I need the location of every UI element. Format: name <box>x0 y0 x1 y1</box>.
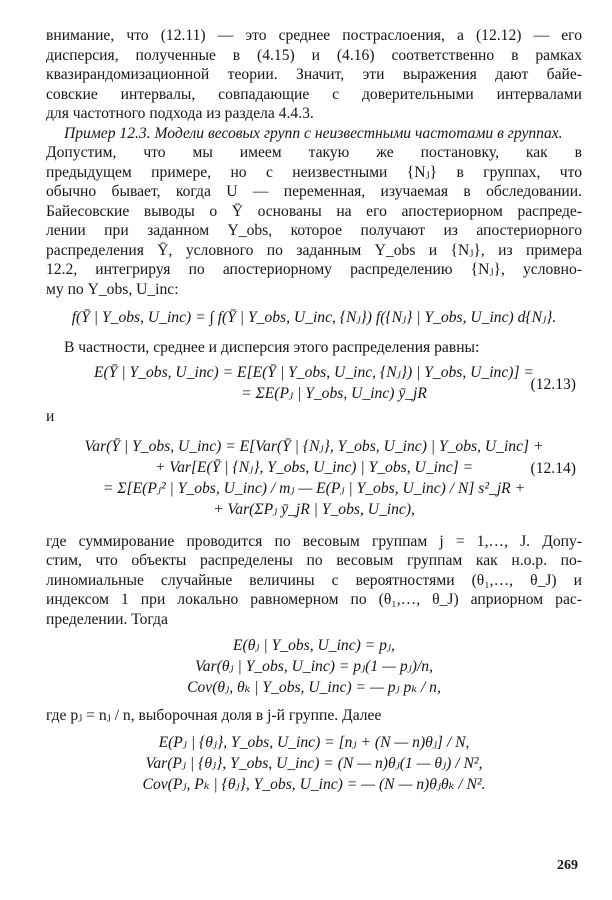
conjunction: и <box>46 407 55 425</box>
text-line: лении при заданном Y_obs, которое получают из апостериорного <box>46 222 582 239</box>
text-line: дисперсия, полученные в (4.15) и (4.16) соответственно в рамках <box>46 46 582 64</box>
equation-number: (12.13) <box>530 375 576 393</box>
equation-line: + Var[E(Ȳ | {Nⱼ}, Y_obs, U_inc) | Y_obs, U_inc] = <box>154 458 474 476</box>
equation-line: E(Pⱼ | {θⱼ}, Y_obs, U_inc) = [nⱼ + (N — n)θⱼ] / N, <box>158 733 470 751</box>
equation-line: + Var(ΣPⱼ ȳ_jR | Y_obs, U_inc), <box>213 500 415 518</box>
text-line: совские интервалы, совпадающие с доверительными интервалами <box>46 85 582 103</box>
example-paragraph <box>46 124 582 300</box>
paragraph-mean-variance: В частности, среднее и дисперсия этого распределения равны: <box>64 339 480 356</box>
text-line: пределении. Тогда <box>46 610 168 628</box>
equation-line: Var(Pⱼ | {θⱼ}, Y_obs, U_inc) = (N — n)θⱼ(1 — θⱼ) / N², <box>145 754 483 772</box>
text-line: для частотного подхода из раздела 4.4.3. <box>46 105 314 122</box>
equation-line: Var(θⱼ | Y_obs, U_inc) = pⱼ(1 — pⱼ)/n, <box>195 658 433 675</box>
text-line: 12.2, интегрируя по апостериорному распределению {Nⱼ}, условно- <box>46 261 582 278</box>
text-line: Байесовские выводы о Ȳ основаны на его апостериорном распреде- <box>46 202 582 220</box>
text-line: квазирандомизационной теории. Значит, эти выражения дают байе- <box>46 66 582 83</box>
page-number: 269 <box>557 858 578 873</box>
equation-number: (12.14) <box>530 459 576 477</box>
paragraph-weight-groups <box>46 532 582 630</box>
text-line: индексом 1 при локально равномерном по (θ₁,…, θ_J) априорном рас- <box>46 591 582 608</box>
equation-theta-moments <box>46 635 582 698</box>
equation-12-14 <box>46 436 582 520</box>
equation-12-13 <box>46 362 582 404</box>
text-line: линомиальные случайные величины с вероятностями (θ₁,…, θ_J) и <box>46 571 582 589</box>
equation-line: = Σ[E(Pⱼ² | Y_obs, U_inc) / mⱼ — E(Pⱼ | Y_obs, U_inc) / N] s²_jR + <box>102 479 526 497</box>
equation-line: = ΣE(Pⱼ | Y_obs, U_inc) ȳ_jR <box>241 384 427 402</box>
text-line: распределения Ȳ, условного по заданным Y_obs и {Nⱼ}, из примера <box>46 241 582 259</box>
equation-posterior: f(Ȳ | Y_obs, U_inc) = ∫ f(Ȳ | Y_obs, U_inc, {Nⱼ}) f({Nⱼ} | Y_obs, U_inc) d{Nⱼ}. <box>71 309 557 326</box>
equation-line: Cov(Pⱼ, Pₖ | {θⱼ}, Y_obs, U_inc) = — (N — n)θⱼθₖ / N². <box>142 775 486 793</box>
equation-line: Cov(θⱼ, θₖ | Y_obs, U_inc) = — pⱼ pₖ / n, <box>187 679 441 696</box>
example-heading: Пример 12.3. Модели весовых групп с неизвестными частотами в группах. <box>64 124 563 142</box>
equation-line: Var(Ȳ | Y_obs, U_inc) = E[Var(Ȳ | {Nⱼ}, Y_obs, U_inc) | Y_obs, U_inc] + <box>84 437 544 455</box>
equation-line: E(Ȳ | Y_obs, U_inc) = E[E(Ȳ | Y_obs, U_inc, {Nⱼ}) | Y_obs, U_inc)] = <box>94 363 534 381</box>
equation-p-moments <box>46 732 582 795</box>
text-line: предыдущем примере, но с неизвестными {Nⱼ} в группах, что <box>46 163 582 181</box>
paragraph-sample-share: где pⱼ = nⱼ / n, выборочная доля в j-й группе. Далее <box>46 707 382 724</box>
text-line: где суммирование проводится по весовым группам j = 1,…, J. Допу- <box>46 532 582 550</box>
text-line: внимание, что (12.11) — это среднее постраслоения, а (12.12) — его <box>46 27 582 44</box>
text-line: му по Y_obs, U_inc: <box>46 280 179 298</box>
text-line: Допустим, что мы имеем такую же постановку, как в <box>46 144 582 161</box>
paragraph-intro <box>46 26 582 124</box>
text-line: обычно бывает, когда U — переменная, изучаемая в обследовании. <box>46 183 582 200</box>
text-line: стим, что объекты распределены по весовым группам как н.о.р. по- <box>46 552 582 569</box>
equation-line: E(θⱼ | Y_obs, U_inc) = pⱼ, <box>233 637 395 654</box>
